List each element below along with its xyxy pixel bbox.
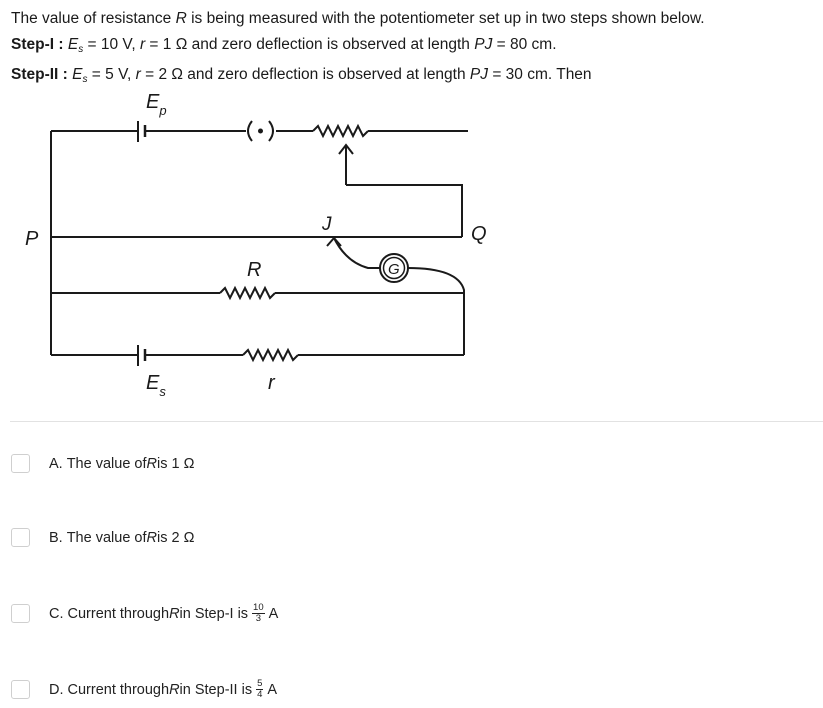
internal-resistance-r: [243, 350, 464, 360]
p-label: P: [25, 228, 39, 250]
option-a-checkbox[interactable]: [11, 454, 30, 473]
option-b-checkbox[interactable]: [11, 528, 30, 547]
es-label: $E_s$: [146, 372, 166, 399]
resistor-r: [51, 288, 464, 298]
step-1-text: Step-I : $E_s = 10$ V, r = 1 Ω and zero deflection is observed at length PJ = 80 cm.: [11, 35, 557, 55]
ep-label: $E_p$: [146, 91, 167, 118]
j-label: J: [322, 214, 332, 235]
option-c-checkbox[interactable]: [11, 604, 30, 623]
option-d[interactable]: [11, 679, 277, 700]
option-b-label: B. The value of R is 2 Ω: [49, 529, 195, 546]
option-a-label: A. The value of R is 1 Ω: [49, 455, 195, 472]
option-c[interactable]: [11, 603, 278, 624]
potentiometer-circuit-diagram: [0, 85, 520, 410]
secondary-cell-es: [51, 345, 243, 366]
r-small-label: r: [268, 372, 275, 394]
option-a[interactable]: [11, 454, 194, 473]
r-resistor-label: R: [247, 259, 262, 281]
fraction: $\frac{5}{4}$: [257, 678, 263, 700]
option-b[interactable]: [11, 528, 194, 547]
key-symbol: [248, 121, 313, 141]
divider: [10, 421, 823, 422]
galvanometer-label: G: [388, 261, 400, 278]
option-d-label: D. Current through R in Step-II is $\frac{5}{4}$ A: [49, 678, 278, 700]
fraction: $\frac{10}{3}$: [253, 602, 264, 624]
option-c-label: C. Current through R in Step-I is $\frac{10}{3}$ A: [49, 602, 279, 624]
rheostat: [313, 126, 468, 237]
option-d-checkbox[interactable]: [11, 680, 30, 699]
step-2-text: Step-II : $E_s = 5$ V, r = 2 Ω and zero deflection is observed at length PJ = 30 cm. Then: [11, 66, 592, 85]
jockey: [327, 238, 380, 268]
question-text: [11, 6, 821, 93]
q-label: Q: [471, 223, 487, 245]
question-intro: The value of resistance R is being measured with the potentiometer set up in two steps shown below.: [11, 10, 705, 27]
primary-cell-ep: [51, 121, 246, 142]
